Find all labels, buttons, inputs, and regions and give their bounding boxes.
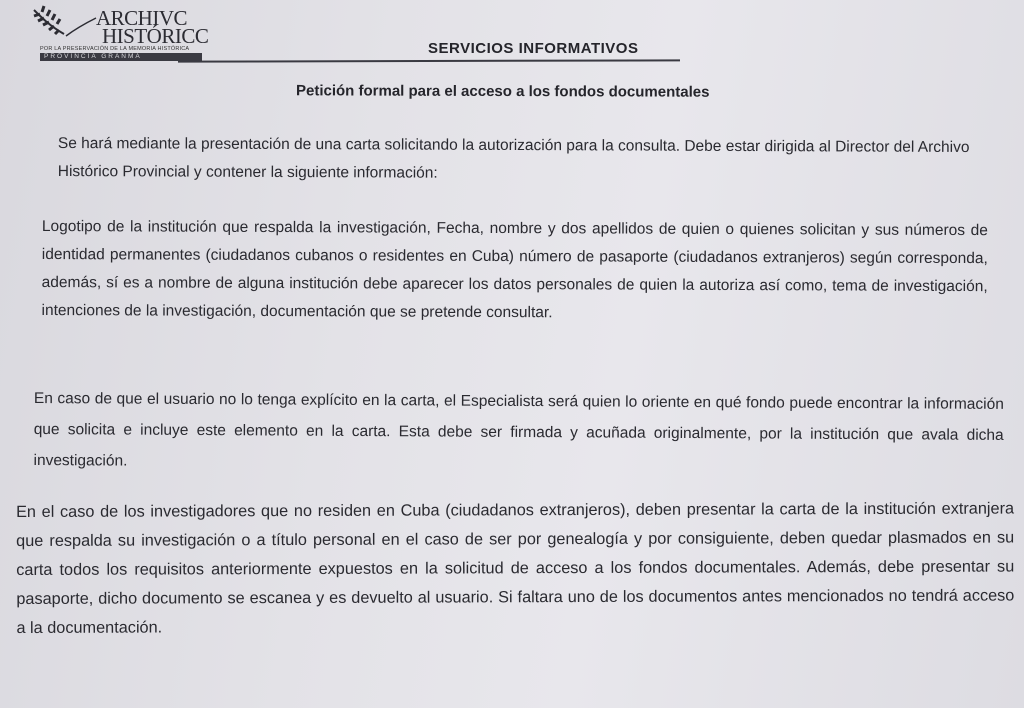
- logo-tagline: POR LA PRESERVACIÓN DE LA MEMORIA HISTÓRICA: [40, 46, 190, 52]
- paragraph-intro: Se hará mediante la presentación de una carta solicitando la autorización para la consulta. Debe estar dirigida al Director del Archivo Histórico Provincial y contener la siguiente información:: [57, 134, 970, 182]
- paragraph-requirements: Logotipo de la institución que respalda la investigación, Fecha, nombre y dos apellidos de quien o quienes solicitan y sus números de identidad permanentes (ciudadanos cubanos o residentes en Cuba) número de pasaporte (ciudadanos extranjeros) según corresponda, además, sí es a nombre de alguna institución debe aparecer los datos personales de quien la autoriza así como, tema de investigación, intenciones de la investigación, documentación que se pretende consultar.: [41, 217, 988, 322]
- section-title: SERVICIOS INFORMATIVOS: [428, 40, 639, 57]
- logo-province-band: PROVINCIA GRANMA: [40, 53, 202, 61]
- laurel-emblem-icon: [30, 4, 100, 44]
- paragraph-foreign-researchers: En el caso de los investigadores que no residen en Cuba (ciudadanos extranjeros), deben presentar la carta de la institución extranjera que respalda su investigación o a título personal en el caso de ser por genealogía y por consiguiente, deben quedar plasmados en su carta todos los requisitos anteriormente expuestos en la solicitud de acceso a los fondos documentales. Además, debe presentar su pasaporte, dicho documento se escanea y es devuelto al usuario. Si faltara uno de los documentos antes mencionados no tendrá acceso a la documentación.: [16, 499, 1015, 637]
- document-title: Petición formal para el acceso a los fondos documentales: [295, 82, 710, 101]
- paragraph-specialist: En caso de que el usuario no lo tenga explícito en la carta, el Especialista será quien lo oriente en qué fondo puede encontrar la información que solicita e incluye este elemento en la carta. Esta debe ser firmada y acuñada originalmente, por la institución que avala dicha investigación.: [33, 389, 1004, 470]
- logo-title-line2: HISTÓRICC: [102, 24, 209, 48]
- header-rule: [178, 59, 680, 62]
- archive-logo: [30, 2, 209, 62]
- logo-title-line1: ARCHIVC: [96, 6, 188, 30]
